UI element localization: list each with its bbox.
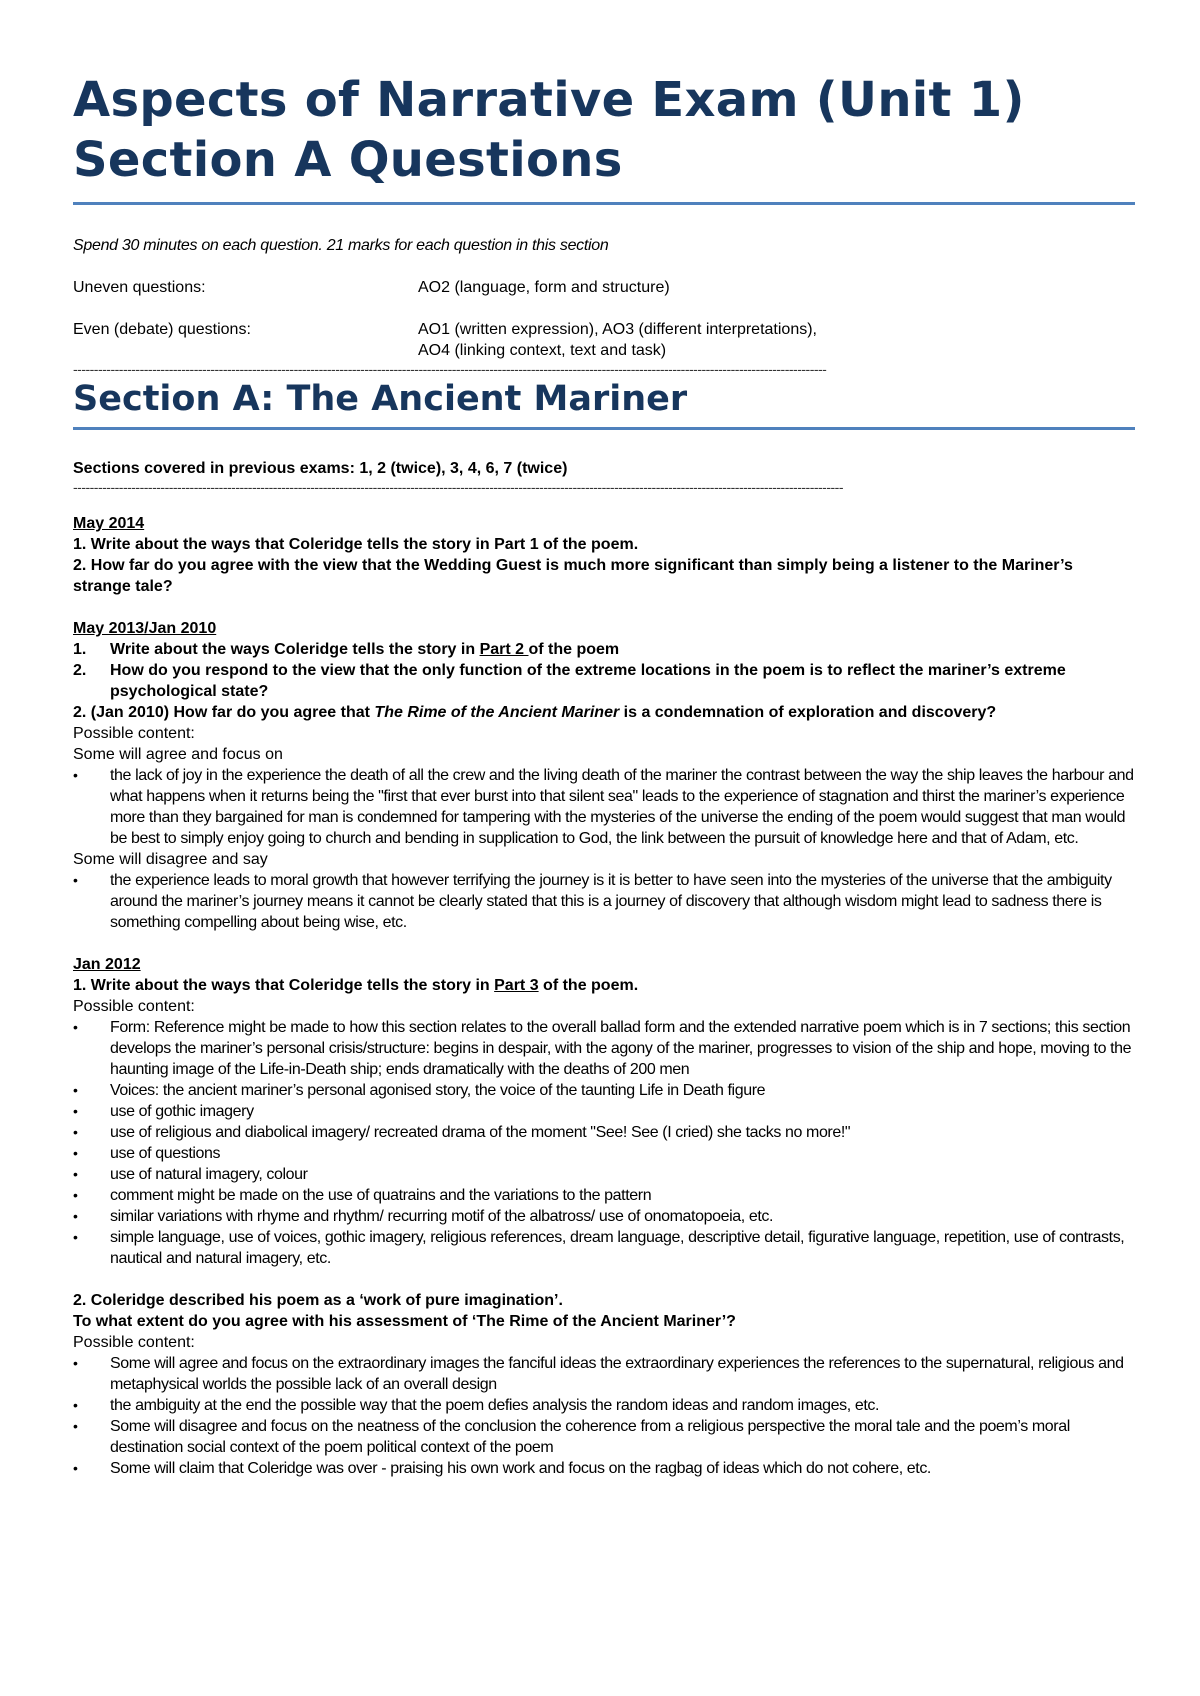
agree-list — [73, 765, 1135, 849]
question-1 — [73, 639, 1135, 660]
question-2 — [73, 660, 1135, 702]
ao-label: Uneven questions: — [73, 279, 206, 296]
dashed-divider: ----------------------------------------------------------------------------------------------------------------------------------------------------------------------------------------- — [73, 479, 843, 495]
question-1 — [73, 975, 1135, 996]
exam-instructions: Spend 30 minutes on each question. 21 marks for each question in this section — [73, 237, 609, 254]
list-item: • use of religious and diabolical imagery/ recreated drama of the moment "See! See (I cried) she tacks no more!" — [73, 1122, 1135, 1143]
question-2-line-1: 2. Coleridge described his poem as a ‘work of pure imagination’. — [73, 1292, 563, 1309]
list-item: • use of gothic imagery — [73, 1101, 1135, 1122]
disagree-label: Some will disagree and say — [73, 851, 268, 868]
possible-content-label: Possible content: — [73, 998, 195, 1015]
list-item: • Some will claim that Coleridge was over - praising his own work and focus on the ragbag of ideas which do not cohere, etc. — [73, 1458, 1135, 1479]
content-list — [73, 1017, 1135, 1269]
content-list — [73, 1353, 1135, 1479]
ao-value-line-2: AO4 (linking context, text and task) — [418, 342, 667, 359]
list-item: • Voices: the ancient mariner’s personal agonised story, the voice of the taunting Life in Death figure — [73, 1080, 1135, 1101]
list-item: • comment might be made on the use of quatrains and the variations to the pattern — [73, 1185, 1135, 1206]
exam-date-may-2013: May 2013/Jan 2010 — [73, 620, 217, 637]
list-item: • the lack of joy in the experience the death of all the crew and the living death of the mariner the contrast between the way the ship leaves the harbour and what happens when it returns being the "first that ever burst into that silent sea" leads to the experience of stagnation and thirst the mariner’s experience more than they bargained for man is condemned for tampering with the mysteries of the universe the ending of the poem would suggest that man would be best to simply enjoy going to church and bending in supplication to God, the link between the pursuit of knowledge here and that of Adam, etc. — [73, 765, 1135, 849]
list-item: • the experience leads to moral growth that however terrifying the journey is it is better to have seen into the mysteries of the universe that the ambiguity around the mariner’s journey means it cannot be clearly stated that this is a journey of discovery that although wisdom might lead to sadness there is something compelling about being wise, etc. — [73, 870, 1135, 933]
question-text-end: of the poem. — [538, 977, 639, 994]
list-item: • similar variations with rhyme and rhythm/ recurring motif of the albatross/ use of onomatopoeia, etc. — [73, 1206, 1135, 1227]
list-item: • the ambiguity at the end the possible way that the poem defies analysis the random ideas and random images, etc. — [73, 1395, 1135, 1416]
title-rule — [73, 202, 1135, 205]
list-item: • simple language, use of voices, gothic imagery, religious references, dream language, descriptive detail, figurative language, repetition, use of contrasts, nautical and natural imagery, etc. — [73, 1227, 1135, 1269]
question-2: 2. How far do you agree with the view that the Wedding Guest is much more significant than simply being a listener to the Mariner’s strange tale? — [73, 557, 1073, 595]
part-reference: Part 2 — [479, 641, 529, 658]
question-1: 1. Write about the ways that Coleridge tells the story in Part 1 of the poem. — [73, 536, 639, 553]
poem-title: The Rime of the Ancient Mariner — [374, 704, 620, 721]
list-item: • use of natural imagery, colour — [73, 1164, 1135, 1185]
question-text: 1. Write about the ways that Coleridge tells the story in — [73, 977, 495, 994]
possible-content-label: Possible content: — [73, 1334, 195, 1351]
part-reference: Part 3 — [494, 977, 539, 994]
list-item: • use of questions — [73, 1143, 1135, 1164]
question-2-line-2: To what extent do you agree with his assessment of ‘The Rime of the Ancient Mariner’? — [73, 1313, 736, 1330]
question-text: Write about the ways Coleridge tells the story in — [110, 641, 480, 658]
possible-content-label: Possible content: — [73, 725, 195, 742]
list-item: • Form: Reference might be made to how this section relates to the overall ballad form and the extended narrative poem which is in 7 sections; this section develops the mariner’s personal crisis/structure: begins in despair, with the agony of the mariner, progresses to vision of the ship and hope, moving to the haunting image of the Life-in-Death ship; ends dramatically with the deaths of 200 men — [73, 1017, 1135, 1080]
ao-value: AO2 (language, form and structure) — [418, 279, 670, 296]
title-line-1: Aspects of Narrative Exam (Unit 1) — [73, 72, 1025, 128]
question-number: 2. — [73, 662, 87, 679]
ao-value-line-1: AO1 (written expression), AO3 (different interpretations), — [418, 321, 817, 338]
ao-row-uneven — [73, 277, 1135, 298]
document-page — [73, 70, 1135, 1479]
agree-label: Some will agree and focus on — [73, 746, 283, 763]
section-rule — [73, 427, 1135, 430]
question-number: 1. — [73, 641, 87, 658]
question-2-jan-2010 — [73, 702, 1135, 723]
section-heading: Section A: The Ancient Mariner — [73, 379, 688, 419]
list-item: • Some will agree and focus on the extraordinary images the fanciful ideas the extraordinary experiences the references to the supernatural, religious and metaphysical worlds the possible lack of an overall design — [73, 1353, 1135, 1395]
disagree-list — [73, 870, 1135, 933]
question-text: 2. (Jan 2010) How far do you agree that — [73, 704, 375, 721]
ao-label: Even (debate) questions: — [73, 321, 251, 338]
list-item: • Some will disagree and focus on the neatness of the conclusion the coherence from a religious perspective the moral tale and the poem’s moral destination social context of the poem political context of the poem — [73, 1416, 1135, 1458]
exam-date-may-2014: May 2014 — [73, 515, 145, 532]
ao-row-even — [73, 319, 1135, 361]
question-text-end: of the poem — [528, 641, 620, 658]
exam-date-jan-2012: Jan 2012 — [73, 956, 141, 973]
title-line-2: Section A Questions — [73, 132, 623, 188]
question-text-end: is a condemnation of exploration and discovery? — [619, 704, 997, 721]
dashed-divider: ------------------------------------------------------------------------------------------------------------------------------------------------------------------------------------- — [73, 361, 827, 377]
sections-covered: Sections covered in previous exams: 1, 2 (twice), 3, 4, 6, 7 (twice) — [73, 460, 568, 477]
document-title — [73, 70, 1135, 190]
question-text: How do you respond to the view that the only function of the extreme locations in the poem is to reflect the mariner’s extreme psychological state? — [110, 662, 1066, 700]
ao-value — [418, 319, 1135, 361]
